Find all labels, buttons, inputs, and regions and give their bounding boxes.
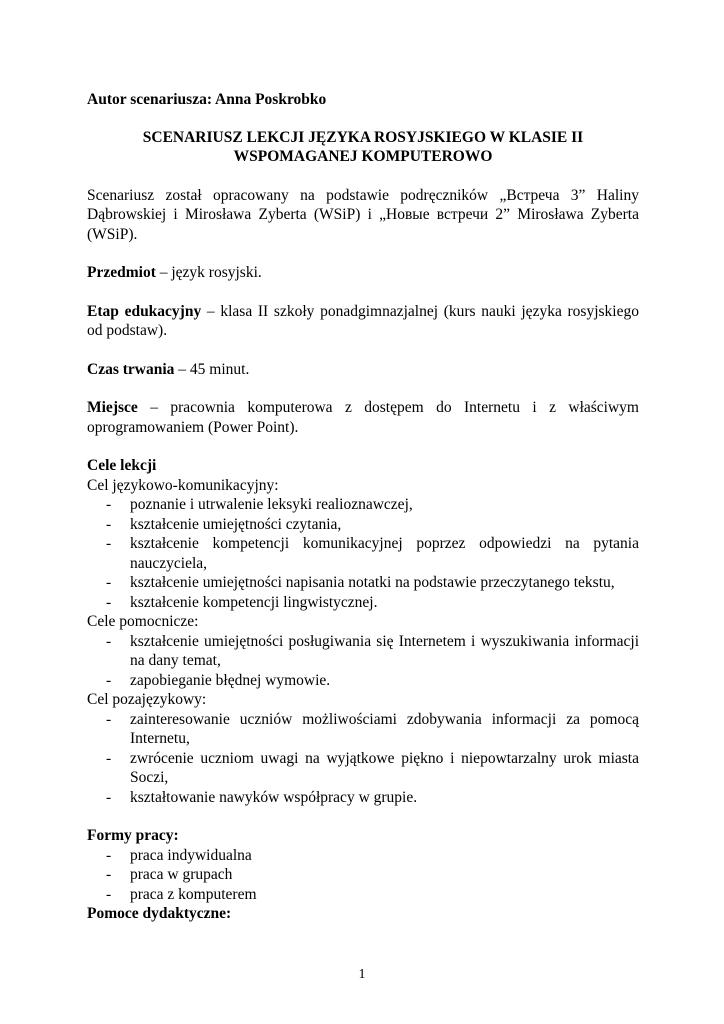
place-paragraph [87, 398, 639, 437]
title-line-1: SCENARIUSZ LEKCJI JĘZYKA ROSYJSKIEGO W KLASIE II [142, 128, 584, 146]
stage-value: – klasa II szkoły ponadgimnazjalnej (kurs nauki języka rosyjskiego od podstaw). [87, 302, 639, 339]
list-item [87, 846, 639, 866]
duration-label: Czas trwania [87, 360, 175, 378]
goal-list [87, 495, 639, 612]
goal-group-title: Cel pozajęzykowy: [87, 691, 207, 708]
stage-paragraph [87, 302, 639, 341]
place-label: Miejsce [87, 399, 138, 416]
list-item-text: zwrócenie uczniom uwagi na wyjątkowe piękno i niepowtarzalny urok miasta Soczi, [130, 749, 639, 786]
dash-bullet: - [106, 671, 112, 689]
dash-bullet: - [106, 515, 112, 533]
list-item-text: kształtowanie nawyków współpracy w grupie. [130, 788, 418, 806]
list-item-text: kształcenie umiejętności napisania notatki na podstawie przeczytanego tekstu, [130, 574, 615, 591]
duration-paragraph [87, 360, 639, 380]
dash-bullet: - [106, 710, 112, 728]
intro-paragraph: Scenariusz został opracowany na podstawie podręczników „Встреча 3” Haliny Dąbrowskiej i Mirosława Zyberta (WSiP) i „Новые встречи 2” Mirosława Zyberta (WSiP). [87, 186, 639, 243]
list-item [87, 515, 639, 535]
list-item [87, 865, 639, 885]
section-spacer [87, 807, 639, 826]
goal-group-title: Cele pomocnicze: [87, 613, 199, 630]
list-item-text: kształcenie umiejętności posługiwania się Internetem i wyszukiwania informacji na dany temat, [130, 632, 639, 669]
goals-heading: Cele lekcji [87, 457, 157, 474]
list-item [87, 749, 639, 788]
list-item-text: kształcenie kompetencji lingwistycznej. [130, 593, 378, 611]
author-line: Autor scenariusza: Anna Poskrobko [87, 91, 327, 108]
list-item [87, 671, 639, 691]
list-item-text: kształcenie kompetencji komunikacyjnej poprzez odpowiedzi na pytania nauczyciela, [130, 535, 639, 572]
subject-value: – język rosyjski. [155, 264, 262, 281]
goal-group-title: Cel językowo-komunikacyjny: [87, 476, 279, 494]
list-item [87, 495, 639, 515]
place-value: – pracownia komputerowa z dostępem do Internetu i z właściwym oprogramowaniem (Power Point). [87, 399, 639, 436]
dash-bullet: - [106, 574, 112, 591]
list-item [87, 534, 639, 573]
list-item-text: praca z komputerem [130, 885, 257, 903]
list-item-text: poznanie i utrwalenie leksyki realioznawczej, [130, 496, 413, 513]
dash-bullet: - [106, 866, 112, 883]
dash-bullet: - [106, 593, 112, 611]
list-item-text: zapobieganie błędnej wymowie. [130, 671, 331, 689]
list-item [87, 710, 639, 749]
dash-bullet: - [106, 749, 112, 767]
stage-label: Etap edukacyjny [87, 302, 202, 320]
work-forms-list [87, 846, 639, 905]
list-item-text: praca indywidualna [130, 846, 252, 864]
list-item [87, 573, 639, 593]
document-page [87, 90, 639, 924]
list-item [87, 788, 639, 808]
dash-bullet: - [106, 846, 112, 864]
list-item-text: praca w grupach [130, 866, 233, 883]
subject-paragraph [87, 263, 639, 283]
list-item [87, 885, 639, 905]
title-line-2: WSPOMAGANEJ KOMPUTEROWO [233, 148, 493, 165]
teaching-aids-heading: Pomoce dydaktyczne: [87, 905, 232, 922]
work-forms-heading: Formy pracy: [87, 827, 179, 844]
list-item-text: zainteresowanie uczniów możliwościami zdobywania informacji za pomocą Internetu, [130, 710, 639, 747]
goal-list [87, 632, 639, 691]
dash-bullet: - [106, 496, 112, 513]
list-item-text: kształcenie umiejętności czytania, [130, 515, 342, 533]
dash-bullet: - [106, 788, 112, 806]
list-item [87, 593, 639, 613]
dash-bullet: - [106, 535, 112, 552]
duration-value: – 45 minut. [174, 360, 250, 378]
list-item [87, 632, 639, 671]
dash-bullet: - [106, 885, 112, 903]
document-title [87, 128, 639, 167]
page-number: 1 [358, 967, 366, 982]
dash-bullet: - [106, 632, 112, 650]
subject-label: Przedmiot [87, 264, 156, 281]
goal-list [87, 710, 639, 808]
